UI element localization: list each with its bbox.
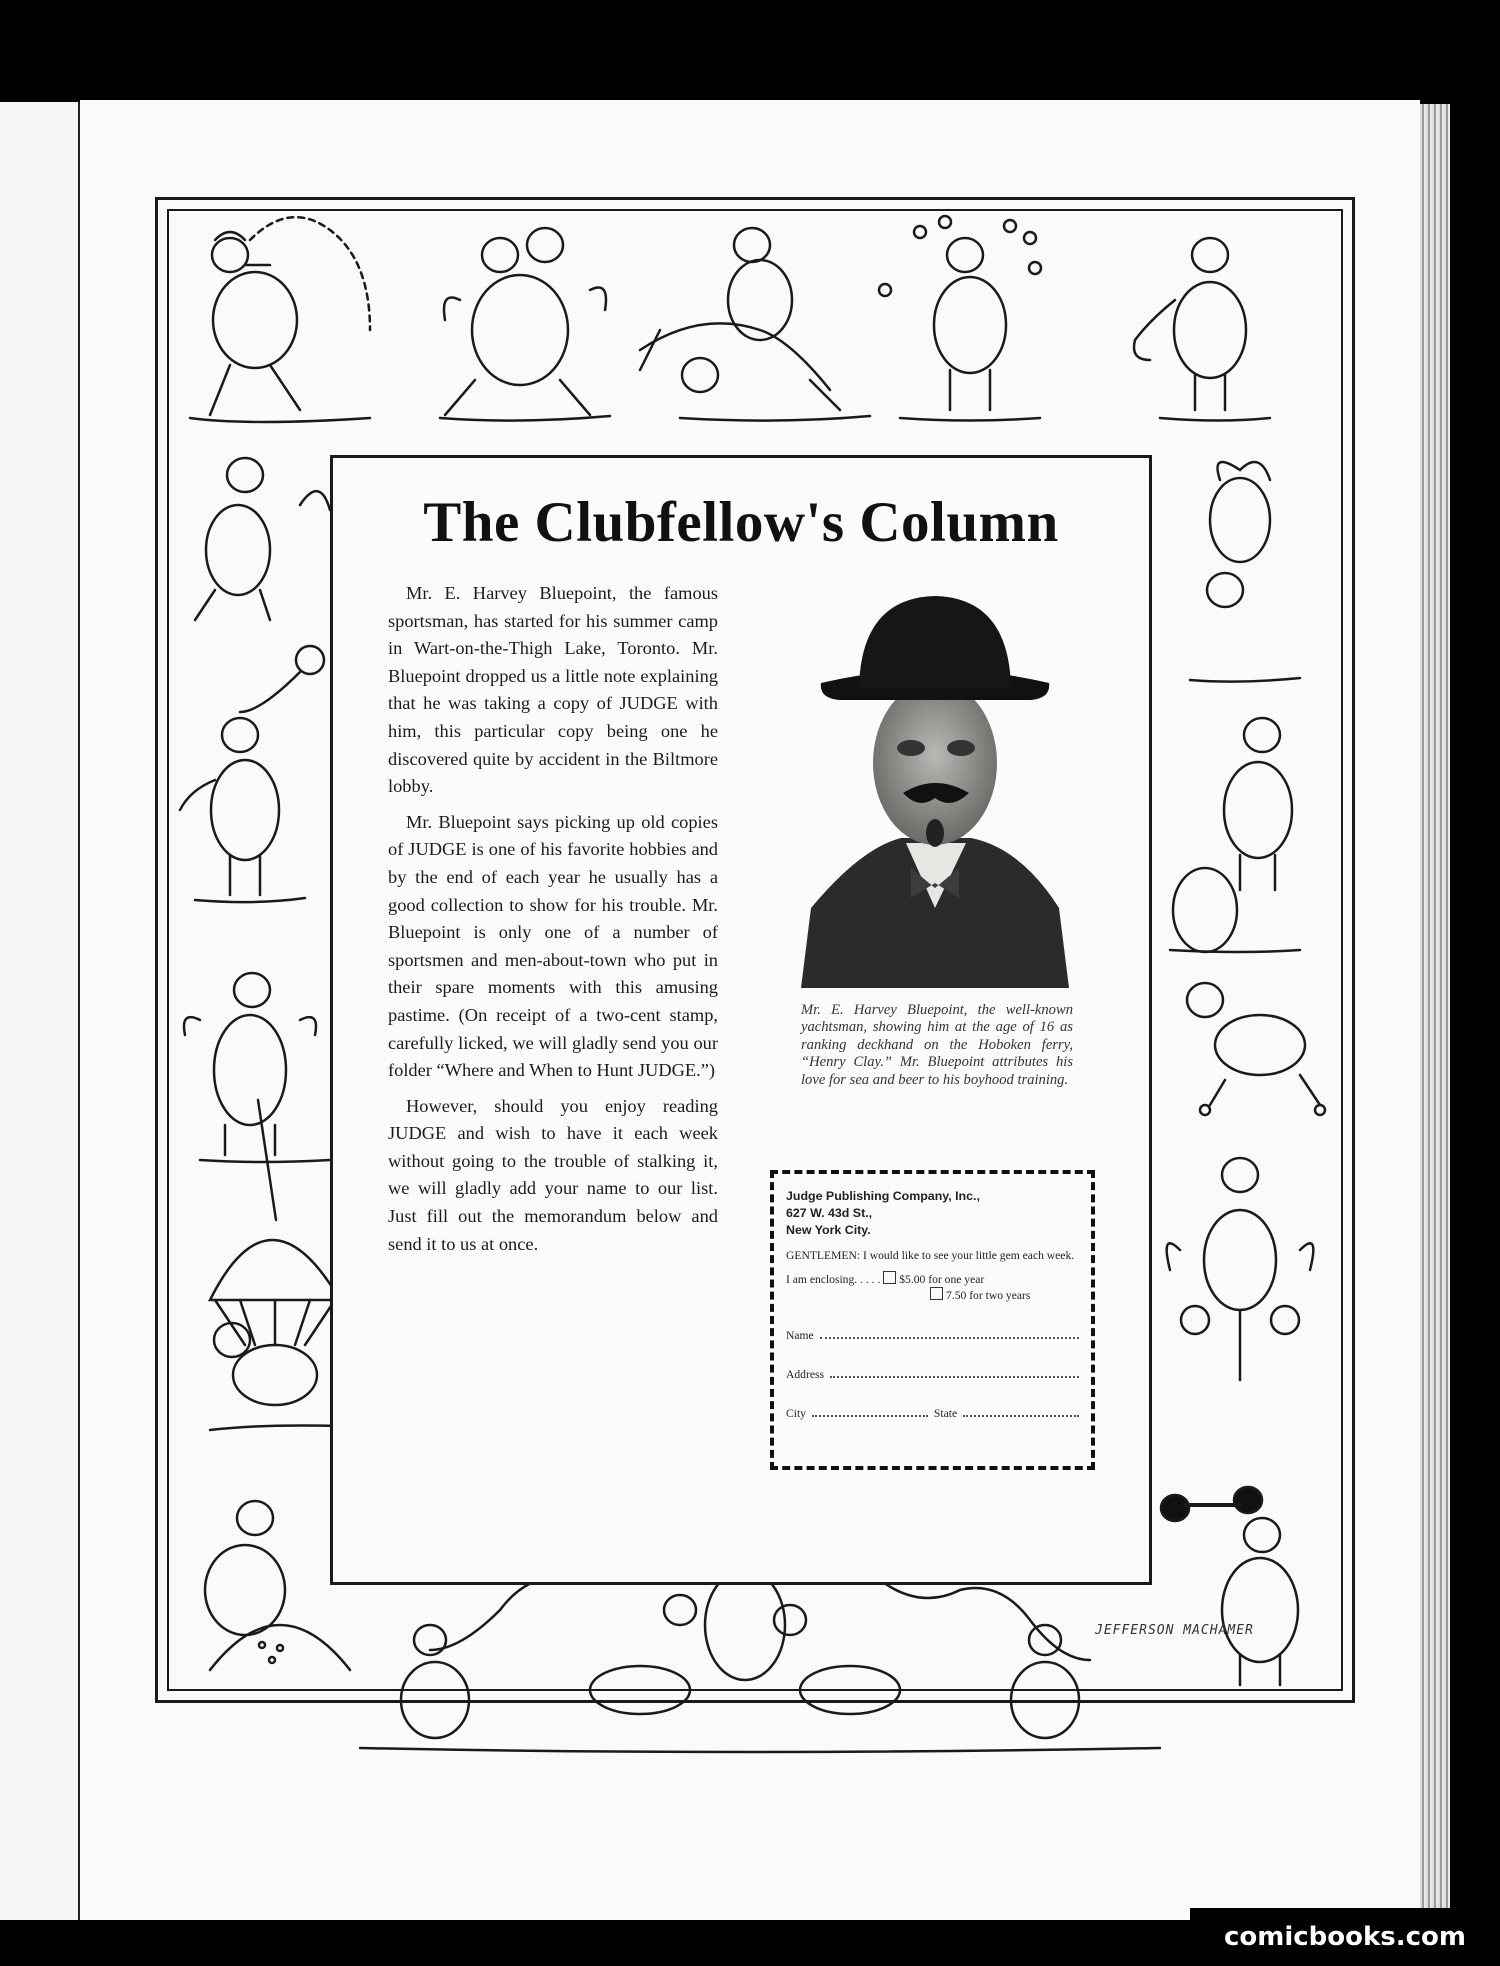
coupon-enclosing-row [786, 1271, 1079, 1287]
article-paragraph-2: Mr. Bluepoint says picking up old copies of JUDGE is one of his favorite hobbies and by the end of each year he usually has a good collection to show for his trouble. Mr. Bluepoint is only one of a number of sportsmen and men-about-town who put in their spare moments with this amusing pastime. (On receipt of a two-cent stamp, carefully licked, we will gladly send you our folder “Where and When to Hunt JUDGE.”) [388, 811, 718, 1081]
name-field[interactable] [786, 1329, 1079, 1342]
right-cartoon-handstand [1190, 462, 1300, 682]
right-cartoon-hoop [1170, 718, 1300, 952]
city-label: City [786, 1407, 806, 1420]
option-one-year-label: $5.00 for one year [899, 1273, 985, 1286]
site-watermark: comicbooks.com [1190, 1908, 1500, 1966]
left-cartoon-golf [184, 973, 330, 1220]
top-cartoon-juggler [879, 216, 1041, 421]
top-cartoon-leapfrog [640, 228, 870, 421]
bottom-cartoon-dice [205, 1501, 350, 1670]
address-line[interactable] [830, 1375, 1079, 1378]
coupon-address-line-1: Judge Publishing Company, Inc., [786, 1189, 980, 1203]
top-cartoon-golfer [190, 217, 370, 422]
top-cartoon-saxophonist [1134, 238, 1270, 421]
coupon-salutation: GENTLEMEN: I would like to see your little gem each week. [786, 1249, 1075, 1262]
artist-signature: JEFFERSON MACHAMER [1095, 1623, 1254, 1638]
checkbox-two-years[interactable] [930, 1287, 943, 1300]
coupon-second-option-row [786, 1287, 1079, 1303]
article-paragraph-3: However, should you enjoy reading JUDGE and wish to have it each week without going to the trouble of stalking it, we will gladly add your name to our list. Just fill out the memorandum below and send it to us at once. [388, 1095, 718, 1254]
name-label: Name [786, 1329, 814, 1342]
right-cartoon-cyclist [1167, 1158, 1314, 1380]
article-paragraph-1: Mr. E. Harvey Bluepoint, the famous sportsman, has started for his summer camp in Wart-on-the-Thigh Lake, Toronto. Mr. Bluepoint dropped us a little note explaining that he was taking a copy of JUDGE with him, this particular copy being one he discovered quite by accident in the Biltmore lobby. [388, 583, 718, 797]
photo-caption: Mr. E. Harvey Bluepoint, the well-known yachtsman, showing him at the age of 16 as ranking deckhand on the Hoboken ferry, “Henry Clay.” Mr. Bluepoint attributes his love for sea and beer to his boyhood training. [801, 1002, 1073, 1088]
portrait-photo [801, 578, 1069, 988]
coupon-address-line-2: 627 W. 43d St., [786, 1206, 873, 1220]
subscription-coupon[interactable] [770, 1170, 1095, 1470]
coupon-address-line-3: New York City. [786, 1223, 871, 1237]
city-state-field[interactable] [786, 1407, 1079, 1420]
state-label: State [933, 1407, 958, 1420]
page-title: The Clubfellow's Column [423, 491, 1059, 554]
right-cartoon-weightlifter [1161, 1487, 1298, 1685]
name-line[interactable] [820, 1336, 1079, 1339]
state-line[interactable] [963, 1414, 1079, 1417]
coupon-enclosing-label: I am enclosing. . . . . [786, 1273, 881, 1286]
city-line[interactable] [812, 1414, 928, 1417]
checkbox-one-year[interactable] [883, 1271, 896, 1284]
top-cartoon-wrestlers [440, 228, 610, 421]
article-body [388, 580, 718, 1266]
address-field[interactable] [786, 1368, 1079, 1381]
right-cartoon-skater [1187, 983, 1325, 1115]
left-cartoon-balloon [180, 458, 330, 902]
left-cartoon-parachute [210, 1240, 340, 1430]
option-two-years-label: 7.50 for two years [946, 1289, 1031, 1302]
column-panel [330, 455, 1152, 1585]
address-label: Address [786, 1368, 824, 1381]
